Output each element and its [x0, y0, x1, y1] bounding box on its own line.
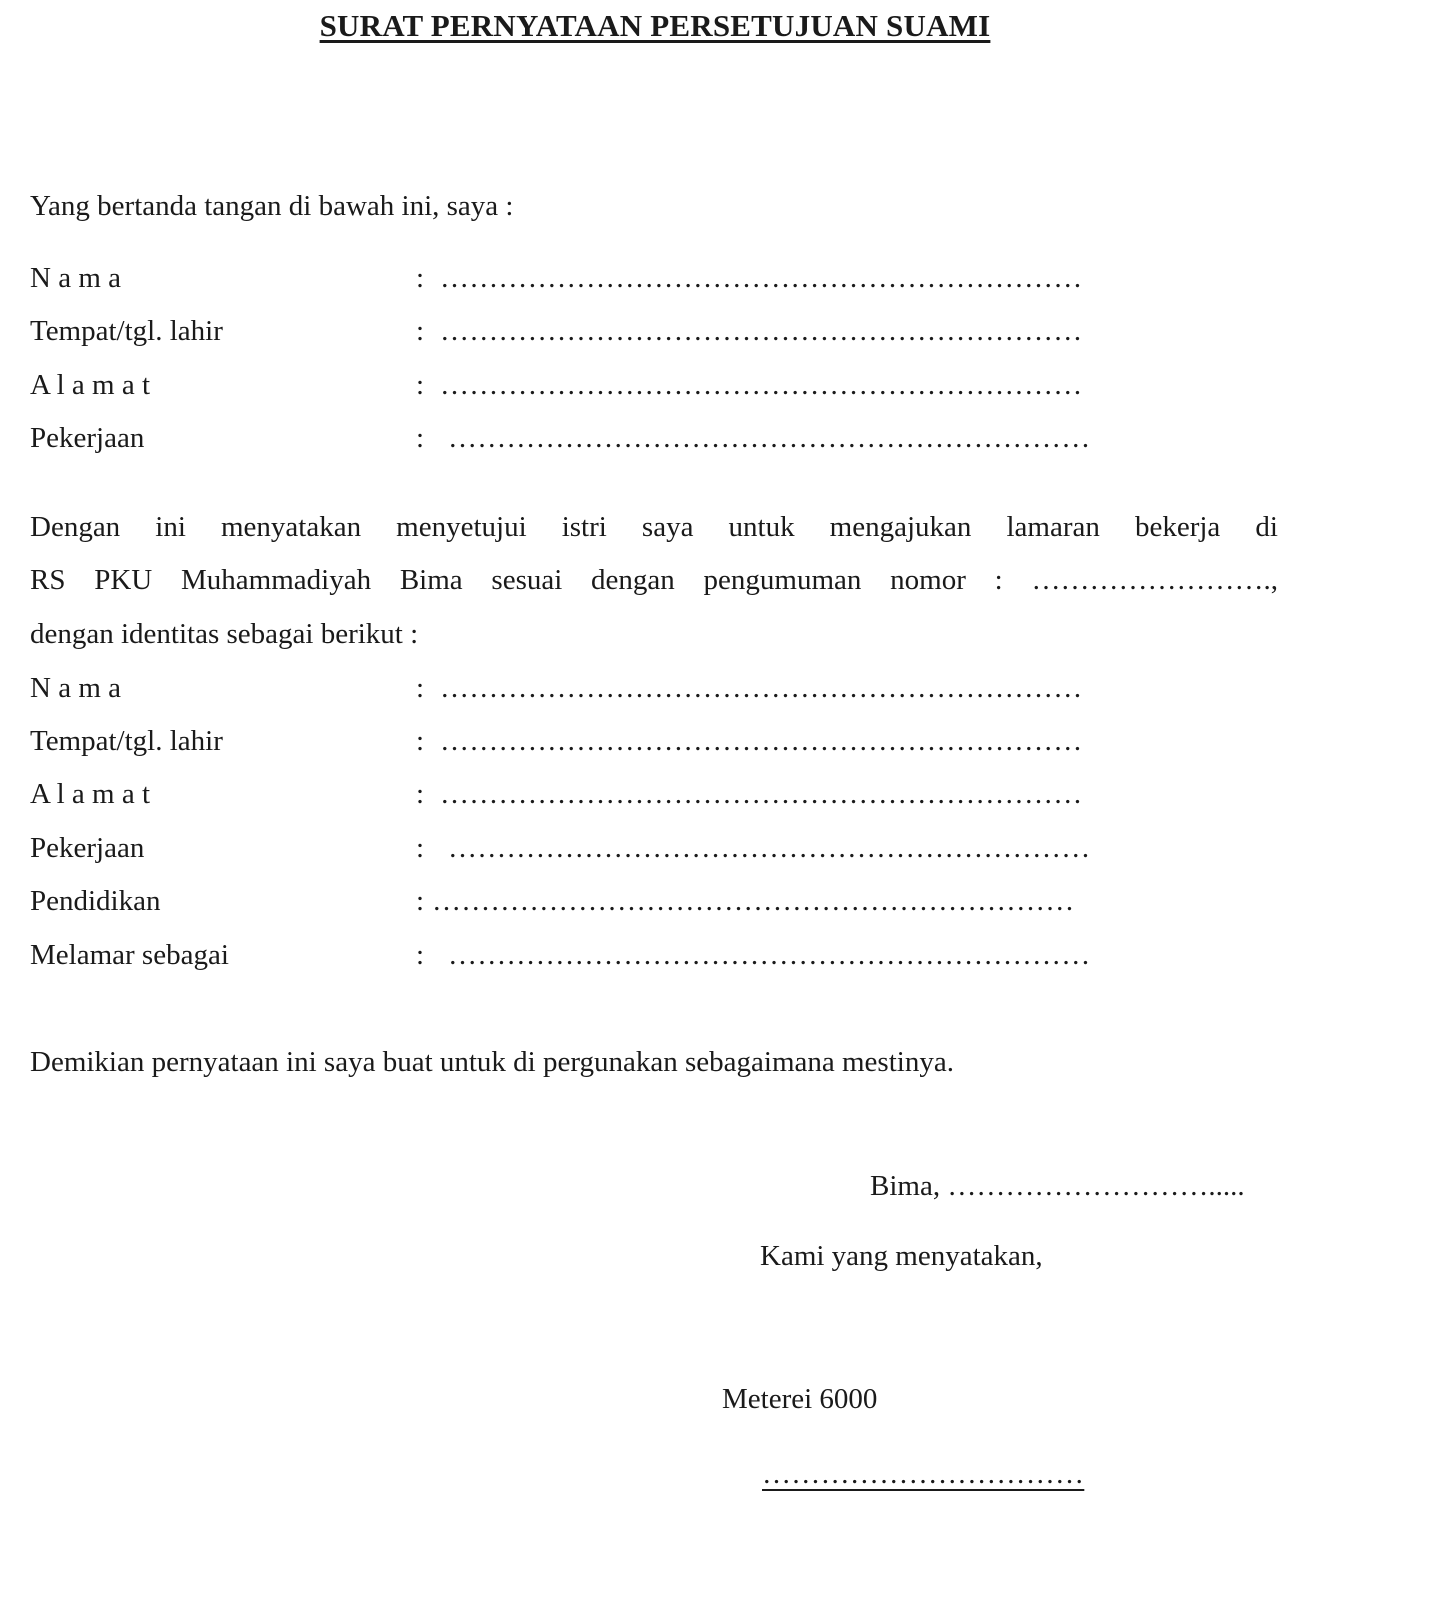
statement-word: bekerja [1134, 511, 1221, 543]
field-colon: : [416, 315, 425, 347]
field-label: A l a m a t [30, 778, 151, 810]
field-colon: : [416, 672, 425, 704]
field-colon: : [416, 832, 425, 864]
field-colon: : [416, 422, 425, 454]
field-blank: ………………………………………………………… [432, 885, 1075, 917]
field-blank: ………………………………………………………… [448, 939, 1091, 971]
statement-line-3: dengan identitas sebagai berikut : [30, 618, 419, 650]
statement-word: menyetujui [396, 511, 527, 543]
field-label: A l a m a t [30, 369, 151, 401]
field-label: N a m a [30, 672, 121, 704]
field-blank: ………………………………………………………… [440, 369, 1083, 401]
statement-word: RS [30, 564, 66, 596]
stamp-label: Meterei 6000 [722, 1383, 878, 1415]
field-blank: ………………………………………………………… [440, 262, 1083, 294]
field-blank: ………………………………………………………… [440, 725, 1083, 757]
field-colon: : [416, 725, 425, 757]
field-colon: : [416, 262, 425, 294]
statement-line-2 [30, 566, 1278, 595]
field-colon: : [416, 885, 425, 917]
field-label: N a m a [30, 262, 121, 294]
field-blank: ………………………………………………………… [440, 672, 1083, 704]
field-colon: : [416, 778, 425, 810]
statement-word: Dengan [30, 511, 121, 543]
place-date: Bima, ………………………..... [870, 1170, 1245, 1202]
signature-line: …………………………… [762, 1458, 1085, 1490]
statement-word: sesuai [491, 564, 563, 596]
field-label: Pekerjaan [30, 832, 145, 864]
statement-word: nomor [890, 564, 966, 596]
field-blank: ………………………………………………………… [448, 832, 1091, 864]
statement-word: : [994, 564, 1003, 596]
field-label: Melamar sebagai [30, 939, 229, 971]
field-blank: ………………………………………………………… [440, 315, 1083, 347]
statement-word: mengajukan [829, 511, 972, 543]
statement-word: Muhammadiyah [181, 564, 372, 596]
signatory-label: Kami yang menyatakan, [760, 1240, 1043, 1272]
intro-text: Yang bertanda tangan di bawah ini, saya : [30, 190, 514, 222]
statement-word: menyatakan [220, 511, 362, 543]
closing-statement: Demikian pernyataan ini saya buat untuk di pergunakan sebagaimana mestinya. [30, 1046, 954, 1078]
statement-word: di [1255, 511, 1278, 543]
statement-word: lamaran [1006, 511, 1100, 543]
statement-word: ……………………., [1031, 564, 1278, 596]
field-blank: ………………………………………………………… [440, 778, 1083, 810]
statement-line-1 [30, 513, 1278, 542]
statement-word: PKU [94, 564, 153, 596]
statement-word: ini [155, 511, 186, 543]
field-blank: ………………………………………………………… [448, 422, 1091, 454]
document-title: SURAT PERNYATAAN PERSETUJUAN SUAMI [319, 8, 991, 43]
field-label: Pendidikan [30, 885, 161, 917]
field-label: Pekerjaan [30, 422, 145, 454]
statement-word: saya [641, 511, 694, 543]
statement-word: Bima [399, 564, 463, 596]
statement-word: istri [561, 511, 607, 543]
statement-word: untuk [728, 511, 795, 543]
field-label: Tempat/tgl. lahir [30, 315, 223, 347]
field-colon: : [416, 939, 425, 971]
field-colon: : [416, 369, 425, 401]
statement-word: pengumuman [703, 564, 862, 596]
statement-word: dengan [591, 564, 675, 596]
field-label: Tempat/tgl. lahir [30, 725, 223, 757]
